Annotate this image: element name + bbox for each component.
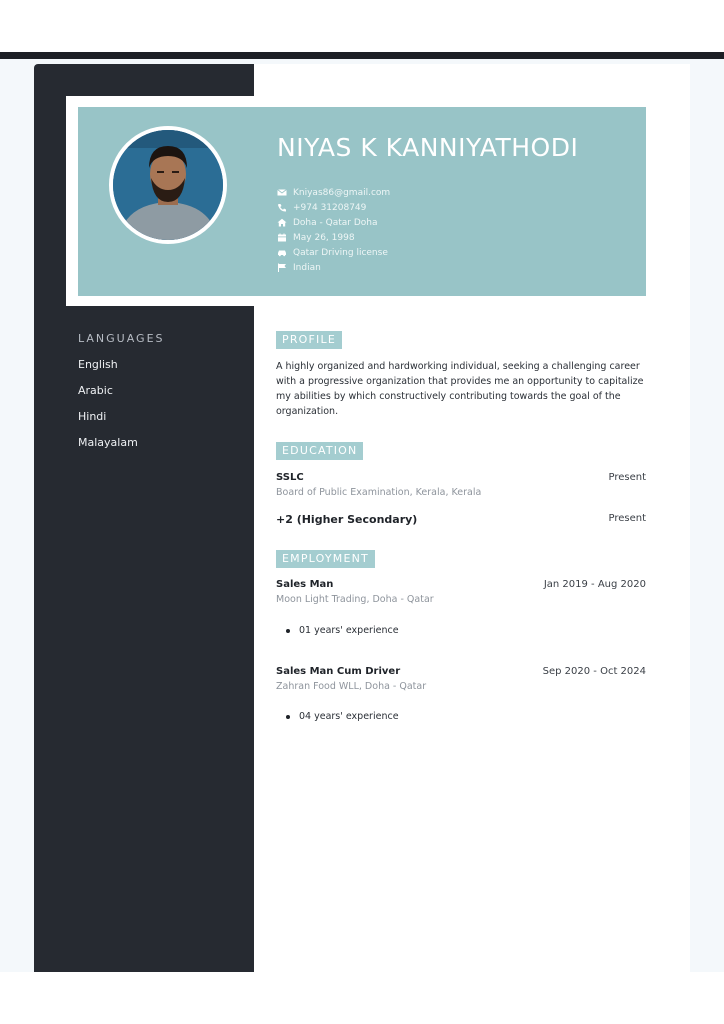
resume-page xyxy=(34,64,690,972)
job-experience: 01 years' experience xyxy=(299,625,399,636)
languages-heading: LANGUAGES xyxy=(78,332,165,345)
bullet-dot xyxy=(286,715,290,719)
top-dark-bar xyxy=(0,52,724,59)
contact-birthdate-text: May 26, 1998 xyxy=(293,232,355,243)
languages-list xyxy=(78,358,138,462)
job-title: Sales Man Cum Driver xyxy=(276,666,401,677)
contact-birthdate xyxy=(277,230,390,245)
contact-nationality-text: Indian xyxy=(293,262,321,273)
profile-heading: PROFILE xyxy=(276,331,342,349)
flag-icon xyxy=(277,263,287,272)
education-entry xyxy=(276,513,646,529)
contact-nationality xyxy=(277,260,390,275)
education-entry xyxy=(276,472,646,502)
education-date: Present xyxy=(608,472,646,483)
contact-license-text: Qatar Driving license xyxy=(293,247,388,258)
education-title: SSLC xyxy=(276,472,304,483)
car-icon xyxy=(277,248,287,257)
contact-address xyxy=(277,215,390,230)
job-employer: Moon Light Trading, Doha - Qatar xyxy=(276,594,434,605)
job-dates: Sep 2020 - Oct 2024 xyxy=(542,666,646,677)
language-item: Arabic xyxy=(78,384,113,397)
language-item: Hindi xyxy=(78,410,107,423)
contact-list xyxy=(277,185,390,275)
employment-entry xyxy=(276,579,646,609)
education-date: Present xyxy=(608,513,646,524)
employment-heading: EMPLOYMENT xyxy=(276,550,375,568)
phone-icon xyxy=(277,203,287,212)
job-detail xyxy=(286,625,399,636)
bullet-dot xyxy=(286,629,290,633)
job-detail xyxy=(286,711,399,722)
contact-license xyxy=(277,245,390,260)
job-employer: Zahran Food WLL, Doha - Qatar xyxy=(276,681,427,692)
education-title: +2 (Higher Secondary) xyxy=(276,513,418,526)
candidate-name: NIYAS K KANNIYATHODI xyxy=(277,133,579,162)
profile-text: A highly organized and hardworking individual, seeking a challenging career with a progressive organization that provides me an opportunity to capitalize my abilities by which constructively contributing towards the goal of the organization. xyxy=(276,361,644,417)
contact-email xyxy=(277,185,390,200)
education-institution: Board of Public Examination, Kerala, Kerala xyxy=(276,487,482,498)
avatar xyxy=(109,126,227,244)
employment-entry xyxy=(276,666,646,696)
job-dates: Jan 2019 - Aug 2020 xyxy=(543,579,646,590)
education-heading: EDUCATION xyxy=(276,442,363,460)
envelope-icon xyxy=(277,188,287,197)
contact-email-text: Kniyas86@gmail.com xyxy=(293,187,391,198)
job-title: Sales Man xyxy=(276,579,334,590)
contact-phone xyxy=(277,200,390,215)
calendar-icon xyxy=(277,233,287,242)
contact-address-text: Doha - Qatar Doha xyxy=(293,217,378,228)
contact-phone-text: +974 31208749 xyxy=(293,202,367,213)
profile-photo xyxy=(113,130,223,240)
home-icon xyxy=(277,218,287,227)
language-item: English xyxy=(78,358,118,371)
language-item: Malayalam xyxy=(78,436,138,449)
header-panel xyxy=(78,107,646,296)
job-experience: 04 years' experience xyxy=(299,711,399,722)
